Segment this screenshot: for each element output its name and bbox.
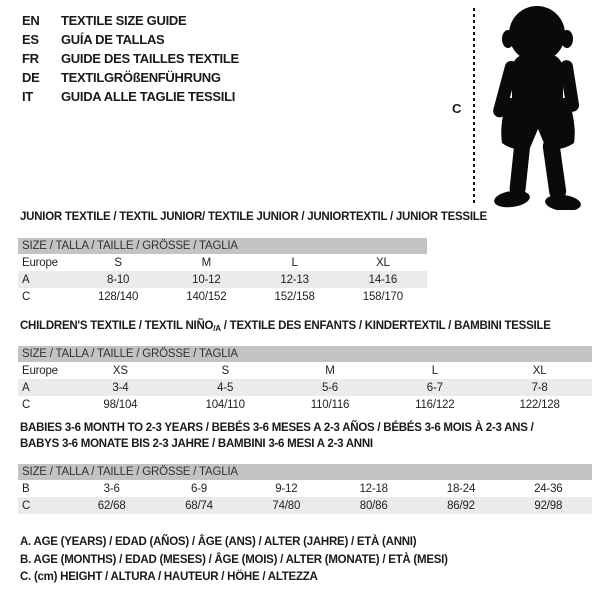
height-cell: 116/122 xyxy=(415,398,455,411)
title-part: CHILDREN'S TEXTILE / TEXTIL NIÑO xyxy=(20,320,214,332)
children-size-table xyxy=(18,346,592,413)
language-list xyxy=(22,11,239,106)
lang-code: DE xyxy=(22,70,40,85)
table-row-months xyxy=(18,480,592,497)
months-cell: 9-12 xyxy=(275,482,298,495)
size-cell: XS xyxy=(112,364,128,377)
size-cell: S xyxy=(114,256,122,269)
age-cell: 10-12 xyxy=(192,273,221,286)
row-label: A xyxy=(22,381,30,394)
section-title-babies xyxy=(20,421,580,452)
title-subscript: /A xyxy=(213,324,221,333)
row-label: C xyxy=(22,290,31,303)
height-cell: 104/110 xyxy=(205,398,245,411)
lang-code: EN xyxy=(22,13,40,28)
height-cell: 92/98 xyxy=(534,499,563,512)
title-line-2: BABYS 3-6 MONATE BIS 2-3 JAHRE / BAMBINI 3-6 MESI A 2-3 ANNI xyxy=(20,437,373,450)
legend-footnotes xyxy=(20,536,448,589)
footnote-age-months: B. AGE (MONTHS) / EDAD (MESES) / ÂGE (MOIS) / ALTER (MONATE) / ETÀ (MESI) xyxy=(20,553,448,566)
size-cell: L xyxy=(291,256,298,269)
junior-size-table xyxy=(18,238,427,305)
height-cell: 74/80 xyxy=(272,499,301,512)
lang-row-es xyxy=(22,30,239,49)
lang-title: TEXTILE SIZE GUIDE xyxy=(61,13,187,28)
height-cell: 128/140 xyxy=(98,290,139,303)
age-cell: 3-4 xyxy=(112,381,129,394)
table-row-height xyxy=(18,288,427,305)
months-cell: 12-18 xyxy=(359,482,388,495)
size-cell: L xyxy=(431,364,438,377)
age-cell: 14-16 xyxy=(368,273,398,286)
lang-code: ES xyxy=(22,32,39,47)
months-cell: 3-6 xyxy=(103,482,120,495)
height-cell: 98/104 xyxy=(103,398,138,411)
lang-row-it xyxy=(22,87,239,106)
baby-silhouette-icon xyxy=(482,2,594,210)
height-cell: 68/74 xyxy=(185,499,213,512)
height-cell: 152/158 xyxy=(274,290,315,303)
age-cell: 7-8 xyxy=(531,381,548,394)
lang-row-fr xyxy=(22,49,239,68)
title-part: / TEXTILE DES ENFANTS / KINDERTEXTIL / BAMBINI TESSILE xyxy=(220,320,551,332)
size-cell: XL xyxy=(532,364,547,377)
lang-title: GUIDA ALLE TAGLIE TESSILI xyxy=(61,89,236,104)
size-header-bar: SIZE / TALLA / TAILLE / GRÖSSE / TAGLIA xyxy=(18,464,592,480)
row-label: C xyxy=(22,398,31,411)
lang-code: IT xyxy=(22,89,33,104)
height-cell: 80/86 xyxy=(359,499,388,512)
section-title-children xyxy=(20,320,551,333)
table-row-age xyxy=(18,271,427,288)
months-cell: 24-36 xyxy=(534,482,563,495)
lang-row-de xyxy=(22,68,239,87)
age-cell: 5-6 xyxy=(321,381,338,394)
section-title-junior: JUNIOR TEXTILE / TEXTIL JUNIOR/ TEXTILE JUNIOR / JUNIORTEXTIL / JUNIOR TESSILE xyxy=(20,211,487,223)
row-label: B xyxy=(22,482,30,495)
babies-size-table xyxy=(18,464,592,514)
height-cell: 62/68 xyxy=(97,499,126,512)
age-cell: 8-10 xyxy=(107,273,130,286)
age-cell: 6-7 xyxy=(426,381,443,394)
table-row-age xyxy=(18,379,592,396)
lang-title: TEXTILGRÖßENFÜHRUNG xyxy=(61,70,221,85)
size-cell: M xyxy=(201,256,212,269)
lang-code: FR xyxy=(22,51,39,66)
size-cell: M xyxy=(325,364,335,377)
age-cell: 4-5 xyxy=(217,381,234,394)
height-cell: 122/128 xyxy=(519,398,560,411)
height-measure-dashed-line xyxy=(473,8,475,206)
months-cell: 6-9 xyxy=(190,482,207,495)
size-header-bar: SIZE / TALLA / TAILLE / GRÖSSE / TAGLIA xyxy=(18,238,427,254)
size-cell: XL xyxy=(376,256,390,269)
footnote-height-cm: C. (cm) HEIGHT / ALTURA / HAUTEUR / HÖHE / ALTEZZA xyxy=(20,571,318,583)
footnote-age-years: A. AGE (YEARS) / EDAD (AÑOS) / ÂGE (ANS) / ALTER (JAHRE) / ETÀ (ANNI) xyxy=(20,536,417,548)
table-row-height xyxy=(18,497,592,514)
row-label: C xyxy=(22,499,31,512)
months-cell: 18-24 xyxy=(446,482,476,495)
height-label-c: C xyxy=(452,101,462,116)
lang-title: GUÍA DE TALLAS xyxy=(61,32,165,47)
row-label: Europe xyxy=(22,256,58,269)
table-row-height xyxy=(18,396,592,413)
height-cell: 86/92 xyxy=(447,499,475,512)
height-cell: 140/152 xyxy=(186,290,227,303)
height-cell: 110/116 xyxy=(310,398,350,411)
row-label: Europe xyxy=(22,364,58,377)
height-cell: 158/170 xyxy=(362,290,403,303)
age-cell: 12-13 xyxy=(280,273,309,286)
table-row-europe xyxy=(18,362,592,379)
lang-title: GUIDE DES TAILLES TEXTILE xyxy=(61,51,239,66)
size-cell: S xyxy=(221,364,229,377)
size-header-bar: SIZE / TALLA / TAILLE / GRÖSSE / TAGLIA xyxy=(18,346,592,362)
table-row-europe xyxy=(18,254,427,271)
lang-row-en xyxy=(22,11,239,30)
row-label: A xyxy=(22,273,30,286)
title-line-1: BABIES 3-6 MONTH TO 2-3 YEARS / BEBÉS 3-6 MESES A 2-3 AÑOS / BÉBÉS 3-6 MOIS À 2-3 ANS / xyxy=(20,422,534,434)
